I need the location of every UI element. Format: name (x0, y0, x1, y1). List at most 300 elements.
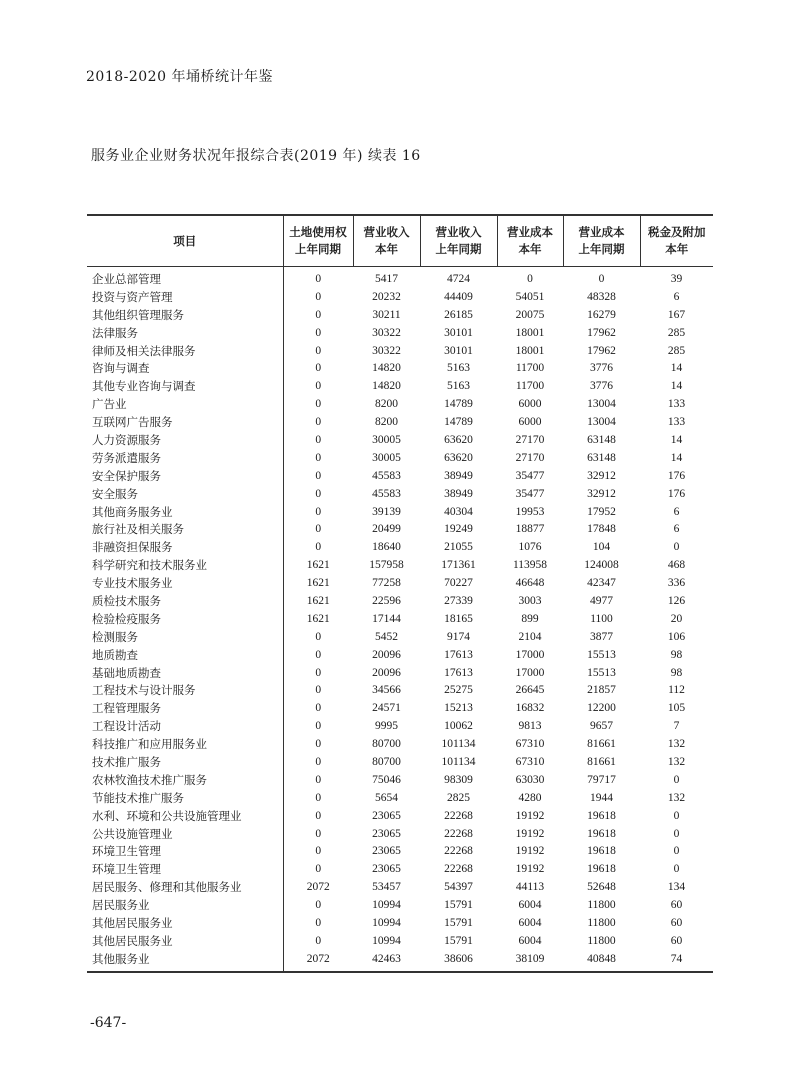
column-header-line2: 上年同期 (435, 242, 482, 256)
cell-cost-current: 54051 (515, 290, 545, 303)
table-row (87, 267, 713, 288)
cell-taxes-current: 14 (670, 433, 683, 446)
cell-row-label: 非融资担保服务 (92, 540, 173, 555)
cell-cost-prev: 19618 (587, 863, 616, 876)
cell-revenue-current: 17144 (372, 612, 401, 625)
column-header-line1: 税金及附加 (648, 225, 706, 239)
cell-revenue-prev: 27339 (444, 594, 473, 607)
cell-taxes-current: 0 (673, 809, 680, 822)
cell-taxes-current: 176 (667, 487, 686, 500)
cell-land-use-right-prev: 0 (283, 324, 353, 342)
cell-taxes-current: 60 (670, 899, 683, 912)
cell-taxes-current: 336 (667, 577, 686, 590)
cell-revenue-prev: 15213 (444, 702, 473, 715)
cell-cost-prev: 81661 (587, 755, 616, 768)
cell-cost-prev: 21857 (587, 684, 616, 697)
cell-cost-current: 46648 (515, 577, 545, 590)
cell-land-use-right-prev: 1621 (283, 574, 353, 592)
column-header-line2: 本年 (375, 242, 398, 256)
cell-revenue-prev: 22268 (444, 845, 473, 858)
cell-revenue-prev: 5163 (447, 362, 470, 375)
cell-land-use-right-prev: 0 (283, 807, 353, 825)
cell-revenue-prev: 40304 (444, 505, 473, 518)
cell-taxes-current: 0 (673, 773, 680, 786)
cell-cost-prev: 19618 (587, 827, 616, 840)
column-header-land-use-right-prev (283, 215, 353, 267)
cell-cost-current: 63030 (515, 773, 545, 786)
cell-cost-current: 38109 (497, 950, 563, 972)
column-header-label: 项目 (173, 233, 197, 248)
cell-land-use-right-prev: 0 (283, 431, 353, 449)
cell-taxes-current: 105 (667, 702, 686, 715)
cell-cost-current: 6000 (518, 416, 542, 429)
cell-revenue-prev: 44409 (444, 290, 473, 303)
cell-revenue-prev: 2825 (447, 791, 470, 804)
table-row (87, 717, 713, 735)
cell-revenue-current: 53457 (372, 881, 401, 894)
cell-cost-prev: 11800 (587, 934, 616, 947)
cell-revenue-current: 5654 (375, 791, 398, 804)
cell-land-use-right-prev: 0 (283, 825, 353, 843)
column-header-line1: 营业收入 (363, 225, 410, 239)
cell-revenue-current: 20096 (372, 666, 401, 679)
table-row (87, 413, 713, 431)
cell-revenue-prev: 38606 (420, 950, 497, 972)
column-header-line2: 上年同期 (295, 242, 341, 256)
table-row (87, 467, 713, 485)
cell-row-label: 安全保护服务 (92, 468, 161, 483)
cell-revenue-current: 18640 (372, 541, 401, 554)
cell-revenue-current: 14820 (372, 362, 401, 375)
cell-land-use-right-prev: 0 (283, 485, 353, 503)
table-row (87, 395, 713, 413)
cell-land-use-right-prev: 0 (283, 860, 353, 878)
cell-cost-prev: 63148 (587, 433, 616, 446)
cell-land-use-right-prev: 0 (283, 681, 353, 699)
cell-land-use-right-prev: 0 (283, 395, 353, 413)
cell-row-label: 劳务派遣服务 (92, 450, 161, 465)
cell-cost-prev: 15513 (587, 666, 616, 679)
cell-taxes-current: 133 (667, 416, 686, 429)
cell-cost-current: 27170 (515, 433, 545, 446)
cell-land-use-right-prev: 0 (283, 753, 353, 771)
cell-cost-current: 899 (521, 612, 539, 625)
cell-land-use-right-prev: 0 (283, 628, 353, 646)
financial-table (87, 214, 713, 973)
cell-cost-prev: 17952 (587, 505, 616, 518)
cell-cost-prev: 19618 (587, 809, 616, 822)
cell-revenue-current: 8200 (375, 398, 398, 411)
cell-cost-current: 1076 (518, 541, 542, 554)
cell-revenue-prev: 70227 (444, 577, 473, 590)
cell-row-label: 咨询与调查 (92, 361, 150, 376)
cell-cost-current: 67310 (515, 755, 545, 768)
cell-revenue-current: 8200 (375, 416, 398, 429)
table-row (87, 359, 713, 377)
table-row (87, 753, 713, 771)
table-row (87, 950, 713, 972)
column-header-line1: 营业收入 (435, 225, 482, 239)
table-row (87, 377, 713, 395)
cell-land-use-right-prev: 2072 (283, 878, 353, 896)
cell-row-label: 其他居民服务业 (92, 933, 173, 948)
table-row (87, 789, 713, 807)
table-row (87, 664, 713, 682)
cell-revenue-prev: 5163 (447, 380, 470, 393)
cell-row-label: 工程设计活动 (92, 719, 161, 734)
cell-revenue-current: 22596 (372, 594, 401, 607)
cell-taxes-current: 112 (668, 684, 685, 697)
table-row (87, 932, 713, 950)
cell-taxes-current: 6 (673, 290, 680, 303)
cell-taxes-current: 0 (673, 863, 680, 876)
cell-cost-prev: 11800 (587, 917, 616, 929)
cell-land-use-right-prev: 0 (283, 520, 353, 538)
cell-cost-current: 44113 (515, 881, 545, 894)
cell-revenue-current: 20096 (372, 648, 401, 661)
cell-cost-prev: 12200 (587, 702, 616, 715)
cell-revenue-current: 30211 (372, 308, 401, 321)
cell-cost-current: 19192 (515, 809, 545, 822)
cell-revenue-current: 10994 (372, 899, 401, 912)
cell-revenue-current: 23065 (372, 809, 401, 822)
cell-revenue-prev: 63620 (444, 433, 473, 446)
cell-revenue-current: 80700 (372, 755, 401, 768)
cell-cost-current: 11700 (515, 362, 545, 375)
cell-cost-prev: 17962 (587, 326, 616, 339)
cell-cost-current: 17000 (515, 648, 545, 661)
cell-taxes-current: 98 (670, 666, 683, 679)
cell-revenue-current: 30322 (372, 344, 401, 357)
cell-cost-current: 0 (527, 272, 533, 285)
cell-row-label: 农林牧渔技术推广服务 (92, 772, 207, 787)
cell-revenue-prev: 9174 (447, 630, 470, 643)
cell-cost-prev: 3776 (590, 362, 613, 375)
cell-row-label: 专业技术服务业 (92, 576, 173, 591)
cell-revenue-current: 30005 (372, 451, 401, 464)
cell-revenue-prev: 26185 (444, 308, 473, 321)
table-row (87, 735, 713, 753)
cell-cost-prev: 1100 (590, 612, 613, 625)
cell-row-label: 律师及相关法律服务 (92, 343, 196, 358)
cell-row-label: 环境卫生管理 (92, 844, 161, 859)
table-row (87, 771, 713, 789)
cell-cost-prev: 16279 (587, 308, 616, 321)
cell-cost-current: 35477 (515, 487, 545, 500)
cell-row-label: 法律服务 (92, 325, 138, 340)
cell-taxes-current: 167 (667, 308, 686, 321)
cell-row-label: 科学研究和技术服务业 (92, 558, 207, 573)
cell-revenue-prev: 171361 (441, 559, 476, 572)
table-header-row (87, 215, 713, 267)
cell-row-label: 广告业 (92, 397, 127, 412)
cell-revenue-prev: 17613 (444, 666, 473, 679)
cell-cost-prev: 40848 (563, 950, 640, 972)
cell-taxes-current: 176 (667, 469, 686, 482)
cell-cost-prev: 19618 (587, 845, 616, 858)
cell-revenue-prev: 14789 (444, 416, 473, 429)
cell-revenue-prev: 15791 (444, 917, 473, 929)
table-row (87, 324, 713, 342)
cell-revenue-prev: 63620 (444, 451, 473, 464)
cell-revenue-current: 42463 (353, 950, 420, 972)
table-row (87, 896, 713, 914)
cell-taxes-current: 0 (673, 541, 680, 554)
cell-taxes-current: 98 (670, 648, 683, 661)
cell-row-label: 公共设施管理业 (92, 826, 173, 841)
table-row (87, 449, 713, 467)
column-header-revenue-prev (420, 215, 497, 267)
cell-row-label: 技术推广服务 (92, 754, 161, 769)
cell-land-use-right-prev: 0 (283, 467, 353, 485)
cell-cost-prev: 0 (598, 272, 605, 285)
cell-revenue-current: 157958 (369, 559, 404, 572)
cell-cost-prev: 42347 (587, 577, 616, 590)
cell-land-use-right-prev: 0 (283, 646, 353, 664)
cell-land-use-right-prev: 0 (283, 914, 353, 932)
cell-land-use-right-prev: 0 (283, 717, 353, 735)
cell-taxes-current: 60 (670, 917, 683, 929)
cell-cost-current: 18001 (515, 344, 545, 357)
cell-row-label: 其他服务业 (87, 950, 283, 972)
cell-revenue-prev: 17613 (444, 648, 473, 661)
cell-land-use-right-prev: 0 (283, 377, 353, 395)
cell-revenue-prev: 54397 (444, 881, 473, 894)
table-body (87, 267, 713, 972)
cell-revenue-prev: 30101 (444, 344, 473, 357)
cell-taxes-current: 468 (667, 559, 686, 572)
cell-revenue-prev: 22268 (444, 809, 473, 822)
cell-cost-current: 16832 (515, 702, 545, 715)
table-row (87, 538, 713, 556)
cell-taxes-current: 14 (670, 362, 683, 375)
cell-row-label: 检测服务 (92, 629, 138, 644)
column-header-item (87, 215, 283, 267)
cell-row-label: 其他居民服务业 (92, 916, 173, 930)
table-row (87, 288, 713, 306)
table-row (87, 342, 713, 360)
cell-cost-current: 6000 (518, 398, 542, 411)
cell-taxes-current: 14 (670, 451, 683, 464)
cell-taxes-current: 14 (670, 380, 683, 393)
cell-cost-prev: 124008 (584, 559, 619, 572)
cell-cost-current: 11700 (515, 380, 545, 393)
cell-revenue-prev: 22268 (444, 827, 473, 840)
cell-revenue-current: 10994 (372, 934, 401, 947)
cell-revenue-current: 34566 (372, 684, 401, 697)
cell-cost-prev: 32912 (587, 487, 616, 500)
cell-taxes-current: 0 (673, 845, 680, 858)
cell-row-label: 其他商务服务业 (92, 504, 173, 519)
table-row (87, 431, 713, 449)
cell-cost-current: 19953 (515, 505, 545, 518)
cell-revenue-prev: 19249 (444, 523, 473, 536)
cell-land-use-right-prev: 0 (283, 306, 353, 324)
cell-land-use-right-prev: 0 (283, 267, 353, 288)
cell-row-label: 其他专业咨询与调查 (92, 379, 196, 394)
cell-cost-prev: 15513 (587, 648, 616, 661)
column-header-revenue-current (353, 215, 420, 267)
cell-taxes-current: 132 (667, 791, 686, 804)
cell-revenue-prev: 14789 (444, 398, 473, 411)
cell-land-use-right-prev: 2072 (283, 950, 353, 972)
running-head: 2018-2020 年埇桥统计年鉴 (86, 69, 273, 85)
cell-revenue-prev: 101134 (441, 755, 476, 768)
cell-cost-current: 35477 (515, 469, 545, 482)
cell-taxes-current: 6 (673, 505, 680, 518)
cell-taxes-current: 132 (667, 738, 686, 751)
cell-cost-prev: 4977 (590, 594, 613, 607)
cell-land-use-right-prev: 1621 (283, 592, 353, 610)
cell-row-label: 节能技术推广服务 (92, 790, 184, 805)
cell-cost-prev: 13004 (587, 416, 616, 429)
cell-taxes-current: 134 (667, 881, 686, 894)
cell-land-use-right-prev: 1621 (283, 610, 353, 628)
cell-cost-prev: 17962 (587, 344, 616, 357)
cell-land-use-right-prev: 0 (283, 699, 353, 717)
cell-cost-current: 19192 (515, 863, 545, 876)
cell-row-label: 地质勘查 (92, 647, 138, 662)
cell-land-use-right-prev: 0 (283, 735, 353, 753)
table-row (87, 646, 713, 664)
table-row (87, 520, 713, 538)
cell-revenue-current: 23065 (372, 863, 401, 876)
cell-row-label: 居民服务业 (92, 898, 150, 913)
cell-revenue-current: 23065 (372, 827, 401, 840)
cell-revenue-prev: 25275 (444, 684, 473, 697)
cell-cost-current: 6004 (518, 934, 542, 947)
cell-row-label: 基础地质勘查 (92, 665, 161, 680)
cell-cost-current: 18877 (515, 523, 545, 536)
cell-row-label: 环境卫生管理 (92, 862, 161, 877)
cell-revenue-prev: 4724 (447, 272, 470, 285)
table-row (87, 843, 713, 861)
cell-revenue-current: 9995 (375, 720, 398, 733)
cell-revenue-prev: 15791 (444, 899, 473, 912)
cell-taxes-current: 106 (667, 630, 686, 643)
cell-revenue-prev: 21055 (444, 541, 473, 554)
cell-cost-current: 18001 (515, 326, 545, 339)
cell-land-use-right-prev: 0 (283, 932, 353, 950)
cell-taxes-current: 132 (667, 755, 686, 768)
table-row (87, 878, 713, 896)
table-row (87, 914, 713, 932)
cell-revenue-current: 20232 (372, 290, 401, 303)
cell-cost-prev: 32912 (587, 469, 616, 482)
cell-revenue-current: 5417 (375, 272, 398, 285)
cell-row-label: 检验检疫服务 (92, 611, 161, 626)
cell-cost-current: 9813 (518, 720, 542, 733)
cell-cost-current: 27170 (515, 451, 545, 464)
cell-cost-prev: 1944 (590, 791, 613, 804)
table-row (87, 807, 713, 825)
cell-taxes-current: 133 (667, 398, 686, 411)
cell-cost-current: 20075 (515, 308, 545, 321)
cell-row-label: 互联网广告服务 (92, 415, 173, 430)
cell-revenue-prev: 30101 (444, 326, 473, 339)
cell-cost-prev: 81661 (587, 738, 616, 751)
cell-cost-prev: 104 (592, 541, 611, 554)
cell-revenue-current: 45583 (372, 487, 401, 500)
cell-cost-prev: 79717 (587, 773, 616, 786)
table-row (87, 592, 713, 610)
table-row (87, 628, 713, 646)
cell-cost-prev: 9657 (590, 720, 613, 733)
column-header-taxes-current (640, 215, 713, 267)
cell-row-label: 质检技术服务 (92, 593, 161, 608)
cell-revenue-current: 14820 (372, 380, 401, 393)
cell-revenue-prev: 10062 (444, 720, 473, 733)
cell-land-use-right-prev: 0 (283, 896, 353, 914)
cell-revenue-current: 39139 (372, 505, 401, 518)
table-title: 服务业企业财务状况年报综合表(2019 年) 续表 16 (91, 148, 421, 164)
cell-row-label: 工程管理服务 (92, 701, 161, 716)
cell-cost-current: 3003 (518, 594, 542, 607)
cell-land-use-right-prev: 1621 (283, 556, 353, 574)
cell-land-use-right-prev: 0 (283, 449, 353, 467)
cell-cost-current: 17000 (515, 666, 545, 679)
cell-revenue-current: 80700 (372, 738, 401, 751)
cell-revenue-current: 30005 (372, 433, 401, 446)
cell-row-label: 居民服务、修理和其他服务业 (92, 880, 242, 895)
cell-cost-prev: 11800 (587, 899, 616, 912)
cell-taxes-current: 285 (667, 326, 686, 339)
cell-cost-current: 2104 (518, 630, 542, 643)
cell-revenue-current: 20499 (372, 523, 401, 536)
cell-revenue-prev: 15791 (444, 934, 473, 947)
cell-row-label: 企业总部管理 (92, 271, 161, 286)
cell-revenue-prev: 38949 (444, 469, 473, 482)
cell-land-use-right-prev: 0 (283, 359, 353, 377)
cell-cost-current: 4280 (518, 791, 542, 804)
cell-row-label: 水利、环境和公共设施管理业 (92, 808, 242, 823)
cell-cost-current: 26645 (515, 684, 545, 697)
column-header-line1: 营业成本 (578, 225, 625, 239)
table-row (87, 860, 713, 878)
cell-cost-current: 19192 (515, 845, 545, 858)
cell-row-label: 安全服务 (92, 486, 138, 501)
cell-land-use-right-prev: 0 (283, 664, 353, 682)
cell-revenue-current: 45583 (372, 469, 401, 482)
cell-land-use-right-prev: 0 (283, 789, 353, 807)
cell-cost-prev: 3776 (590, 380, 613, 393)
cell-revenue-current: 30322 (372, 326, 401, 339)
cell-row-label: 其他组织管理服务 (92, 307, 184, 322)
column-header-line1: 营业成本 (507, 225, 553, 239)
cell-cost-prev: 48328 (587, 290, 616, 303)
cell-taxes-current: 285 (667, 344, 686, 357)
cell-land-use-right-prev: 0 (283, 503, 353, 521)
cell-row-label: 工程技术与设计服务 (92, 683, 196, 698)
cell-land-use-right-prev: 0 (283, 342, 353, 360)
cell-revenue-prev: 22268 (444, 863, 473, 876)
cell-land-use-right-prev: 0 (283, 413, 353, 431)
cell-cost-prev: 63148 (587, 451, 616, 464)
cell-cost-current: 113958 (512, 559, 548, 572)
cell-revenue-prev: 98309 (444, 773, 473, 786)
cell-land-use-right-prev: 0 (283, 288, 353, 306)
cell-cost-prev: 52648 (587, 881, 616, 894)
cell-revenue-prev: 101134 (441, 738, 476, 751)
table-row (87, 485, 713, 503)
cell-revenue-prev: 18165 (444, 612, 473, 625)
cell-cost-current: 6004 (518, 917, 542, 929)
cell-cost-current: 6004 (518, 899, 542, 912)
cell-revenue-current: 77258 (372, 577, 401, 590)
cell-taxes-current: 60 (670, 934, 683, 947)
table-row (87, 681, 713, 699)
cell-land-use-right-prev: 0 (283, 843, 353, 861)
